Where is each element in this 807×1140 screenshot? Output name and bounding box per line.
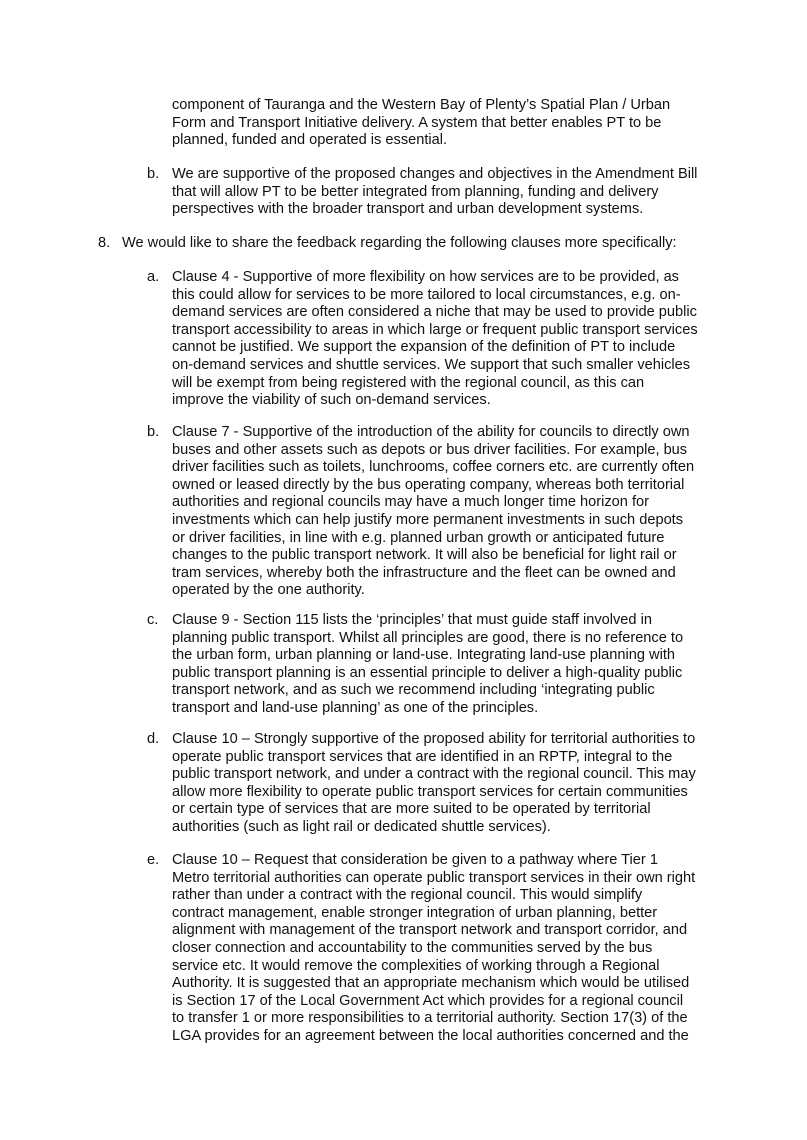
text-line: buses and other assets such as depots or bus driver facilities. For example, bus bbox=[172, 441, 688, 458]
text-line: We are supportive of the proposed changes and objectives in the Amendment Bill bbox=[172, 166, 698, 182]
text-line: authorities and regional councils may have a much longer time horizon for bbox=[172, 494, 649, 511]
text-line: public transport network, and under a contract with the regional council. This may bbox=[172, 766, 696, 783]
paragraph-8b bbox=[147, 424, 695, 600]
text-line: improve the viability of such on-demand services. bbox=[172, 392, 491, 409]
text-line: owned or leased directly by the bus operating company, whereas both territorial bbox=[172, 476, 685, 493]
paragraph-text bbox=[172, 852, 695, 1046]
text-line: allow more flexibility to operate public transport services for certain communities bbox=[172, 783, 688, 800]
text-line: driver facilities such as toilets, lunchrooms, coffee corners etc. are currently often bbox=[172, 459, 695, 476]
text-line: public transport planning is an essential principle to deliver a high-quality public bbox=[172, 664, 683, 681]
text-line: transport network, and as such we recommend including ‘integrating public bbox=[172, 682, 655, 699]
text-line: demand services are often considered a niche that may be used to provide public bbox=[172, 304, 697, 321]
text-line: Clause 10 – Request that consideration be given to a pathway where Tier 1 bbox=[172, 852, 658, 868]
list-marker: a. bbox=[147, 269, 160, 285]
list-marker: c. bbox=[147, 612, 159, 628]
list-marker: b. bbox=[147, 166, 160, 182]
text-line: rather than under a contract with the regional council. This would simplify bbox=[172, 887, 643, 904]
text-line: transport and land-use planning’ as one of the principles. bbox=[172, 699, 539, 716]
text-line: Clause 4 - Supportive of more flexibility on how services are to be provided, as bbox=[172, 269, 679, 285]
text-line: alignment with management of the transport network and transport corridor, and bbox=[172, 922, 688, 939]
text-line: contract management, enable stronger integration of urban planning, better bbox=[172, 904, 658, 921]
paragraph-text bbox=[122, 235, 677, 253]
text-line: transport accessibility to areas in which large or frequent public transport services bbox=[172, 321, 698, 338]
paragraph-text bbox=[172, 612, 683, 718]
list-marker: b. bbox=[147, 424, 160, 440]
list-marker: d. bbox=[147, 731, 160, 747]
text-line: changes to the public transport network. It will also be beneficial for light rail or bbox=[172, 547, 677, 564]
paragraph-8d bbox=[147, 731, 696, 837]
text-line: Authority. It is suggested that an appropriate mechanism which would be utilised bbox=[172, 975, 690, 992]
text-line: component of Tauranga and the Western Bay of Plenty’s Spatial Plan / Urban bbox=[172, 97, 671, 113]
text-line: authorities (such as light rail or dedicated shuttle services). bbox=[172, 818, 551, 835]
text-line: this could allow for services to be more tailored to local circumstances, e.g. on- bbox=[172, 286, 681, 303]
paragraph-8c bbox=[147, 612, 684, 718]
text-line: operate public transport services that are identified in an RPTP, integral to the bbox=[172, 748, 673, 765]
paragraph-text bbox=[172, 97, 670, 150]
paragraph-text bbox=[172, 269, 698, 410]
text-line: Metro territorial authorities can operate public transport services in their own right bbox=[172, 869, 696, 886]
text-line: LGA provides for an agreement between the local authorities concerned and the bbox=[172, 1027, 689, 1044]
text-line: Clause 7 - Supportive of the introduction of the ability for councils to directly own bbox=[172, 424, 690, 440]
paragraph-7b bbox=[147, 166, 698, 219]
text-line: planning public transport. Whilst all principles are good, there is no reference to bbox=[172, 629, 684, 646]
text-line: the urban form, urban planning or land-use. Integrating land-use planning with bbox=[172, 647, 675, 664]
text-line: to transfer 1 or more responsibilities to a territorial authority. Section 17(3) of the bbox=[172, 1010, 688, 1027]
text-line: operated by the one authority. bbox=[172, 582, 365, 599]
paragraph-text bbox=[172, 424, 694, 600]
paragraph-8a bbox=[147, 269, 698, 410]
text-line: investments which can help justify more permanent investments in such depots bbox=[172, 511, 684, 528]
text-line: planned, funded and operated is essential. bbox=[172, 132, 448, 149]
text-line: Form and Transport Initiative delivery. A system that better enables PT to be bbox=[172, 114, 662, 131]
text-line: service etc. It would remove the complexities of working through a Regional bbox=[172, 957, 660, 974]
text-line: We would like to share the feedback regarding the following clauses more specifically: bbox=[122, 235, 677, 251]
text-line: Clause 9 - Section 115 lists the ‘principles’ that must guide staff involved in bbox=[172, 612, 652, 628]
paragraph-text bbox=[172, 166, 697, 219]
text-line: that will allow PT to be better integrated from planning, funding and delivery bbox=[172, 183, 659, 200]
text-line: is Section 17 of the Local Government Act which provides for a regional council bbox=[172, 992, 684, 1009]
text-line: closer connection and accountability to the communities served by the bus bbox=[172, 939, 653, 956]
paragraph-8 bbox=[98, 235, 677, 253]
text-line: perspectives with the broader transport and urban development systems. bbox=[172, 201, 644, 218]
text-line: cannot be justified. We support the expansion of the definition of PT to include bbox=[172, 339, 676, 356]
paragraph-8e bbox=[147, 852, 696, 1046]
paragraph-text bbox=[172, 731, 696, 837]
text-line: on-demand services and shuttle services. We support that such smaller vehicles bbox=[172, 356, 691, 373]
text-line: Clause 10 – Strongly supportive of the proposed ability for territorial authorities to bbox=[172, 731, 696, 747]
list-marker: 8. bbox=[98, 235, 111, 251]
text-line: will be exempt from being registered with the regional council, as this can bbox=[172, 374, 645, 391]
text-line: tram services, whereby both the infrastructure and the fleet can be owned and bbox=[172, 564, 676, 581]
list-marker: e. bbox=[147, 852, 160, 868]
text-line: or driver facilities, in line with e.g. planned urban growth or anticipated future bbox=[172, 529, 665, 546]
paragraph-7a-continued bbox=[172, 97, 670, 150]
text-line: or certain type of services that are more suited to be operated by territorial bbox=[172, 801, 651, 818]
